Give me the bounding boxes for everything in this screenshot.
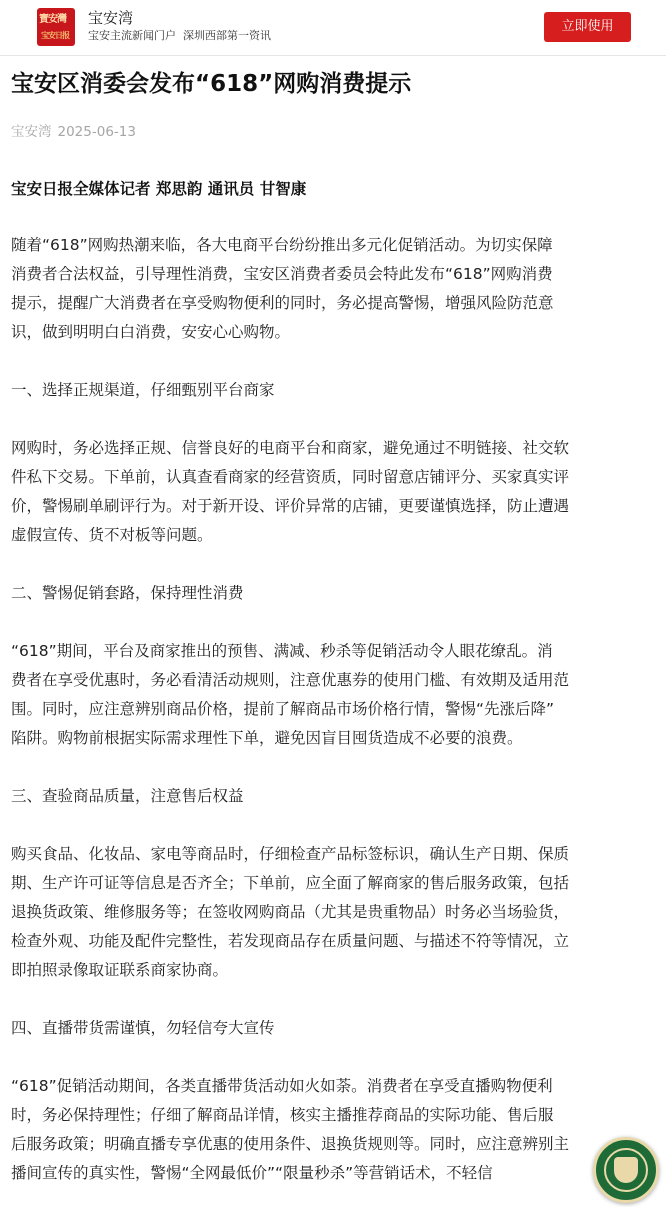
section-heading: 二、警惕促销套路，保持理性消费 bbox=[11, 584, 244, 602]
paragraph-line: 陷阱。购物前根据实际需求理性下单，避免因盲目囤货造成不必要的浪费。 bbox=[11, 729, 523, 747]
article-body bbox=[11, 66, 661, 1188]
brand-slogan: 宝安主流新闻门户 深圳西部第一资讯 bbox=[88, 29, 271, 42]
top-banner bbox=[0, 0, 666, 56]
section-paragraph bbox=[11, 1072, 661, 1188]
paragraph-line: 检查外观、功能及配件完整性，若发现商品存在质量问题、与描述不符等情况，立 bbox=[11, 932, 570, 950]
paragraph-line: 购买食品、化妆品、家电等商品时，仔细检查产品标签标识，确认生产日期、保质 bbox=[11, 845, 570, 863]
paragraph-line: 播间宣传的真实性，警惕“全网最低价”“限量秒杀”等营销话术，不轻信 bbox=[11, 1164, 493, 1182]
paragraph-line: 网购时，务必选择正规、信誉良好的电商平台和商家，避免通过不明链接、社交软 bbox=[11, 439, 570, 457]
app-logo bbox=[37, 8, 75, 46]
paragraph-line: 时，务必保持理性；仔细了解商品详情，核实主播推荐商品的实际功能、售后服 bbox=[11, 1106, 554, 1124]
section-heading: 四、直播带货需谨慎，勿轻信夸大宣传 bbox=[11, 1019, 275, 1037]
section-paragraph bbox=[11, 637, 661, 753]
paragraph-line: 费者在享受优惠时，务必看清活动规则，注意优惠券的使用门槛、有效期及适用范 bbox=[11, 671, 570, 689]
paragraph-line: 围。同时，应注意辨别商品价格，提前了解商品市场价格行情，警惕“先涨后降” bbox=[11, 700, 555, 718]
paragraph-line: 即拍照录像取证联系商家协商。 bbox=[11, 961, 229, 979]
paragraph-line: “618”期间，平台及商家推出的预售、满减、秒杀等促销活动令人眼花缭乱。消 bbox=[11, 642, 553, 660]
paragraph-line: 识，做到明明白白消费，安安心心购物。 bbox=[11, 323, 291, 341]
logo-text-top: 寶安灣 bbox=[39, 14, 66, 25]
paragraph-line: 提示，提醒广大消费者在享受购物便利的同时，务必提高警惕，增强风险防范意 bbox=[11, 294, 554, 312]
logo-text-bottom: 宝安日报 bbox=[41, 30, 69, 40]
section-heading: 三、查验商品质量，注意售后权益 bbox=[11, 787, 244, 805]
article-title: 宝安区消委会发布“618”网购消费提示 bbox=[11, 71, 412, 97]
article-byline: 宝安日报全媒体记者 郑思韵 通讯员 甘智康 bbox=[11, 180, 307, 198]
article-date: 2025-06-13 bbox=[57, 124, 136, 140]
consumer-council-badge-icon[interactable] bbox=[593, 1137, 659, 1203]
section-paragraph bbox=[11, 434, 661, 550]
paragraph-line: 虚假宣传、货不对板等问题。 bbox=[11, 526, 213, 544]
paragraph-line: “618”促销活动期间，各类直播带货活动如火如荼。消费者在享受直播购物便利 bbox=[11, 1077, 553, 1095]
article-meta bbox=[11, 122, 661, 142]
paragraph-line: 消费者合法权益，引导理性消费，宝安区消费者委员会特此发布“618”网购消费 bbox=[11, 265, 553, 283]
paragraph-line: 期、生产许可证等信息是否齐全；下单前，应全面了解商家的售后服务政策，包括 bbox=[11, 874, 570, 892]
paragraph-line: 件私下交易。下单前，认真查看商家的经营资质，同时留意店铺评分、买家真实评 bbox=[11, 468, 570, 486]
section-paragraph bbox=[11, 840, 661, 985]
paragraph-line: 随着“618”网购热潮来临，各大电商平台纷纷推出多元化促销活动。为切实保障 bbox=[11, 236, 553, 254]
paragraph-line: 后服务政策；明确直播专享优惠的使用条件、退换货规则等。同时，应注意辨别主 bbox=[11, 1135, 570, 1153]
paragraph-line: 退换货政策、维修服务等；在签收网购商品（尤其是贵重物品）时务必当场验货， bbox=[11, 903, 570, 921]
brand-name: 宝安湾 bbox=[88, 9, 134, 27]
section-heading: 一、选择正规渠道，仔细甄别平台商家 bbox=[11, 381, 275, 399]
badge-emblem bbox=[614, 1157, 638, 1183]
article-source[interactable]: 宝安湾 bbox=[11, 124, 52, 140]
paragraph-line: 价，警惕刷单刷评行为。对于新开设、评价异常的店铺，更要谨慎选择，防止遭遇 bbox=[11, 497, 570, 515]
intro-paragraph bbox=[11, 231, 661, 347]
open-app-button[interactable]: 立即使用 bbox=[544, 12, 631, 42]
